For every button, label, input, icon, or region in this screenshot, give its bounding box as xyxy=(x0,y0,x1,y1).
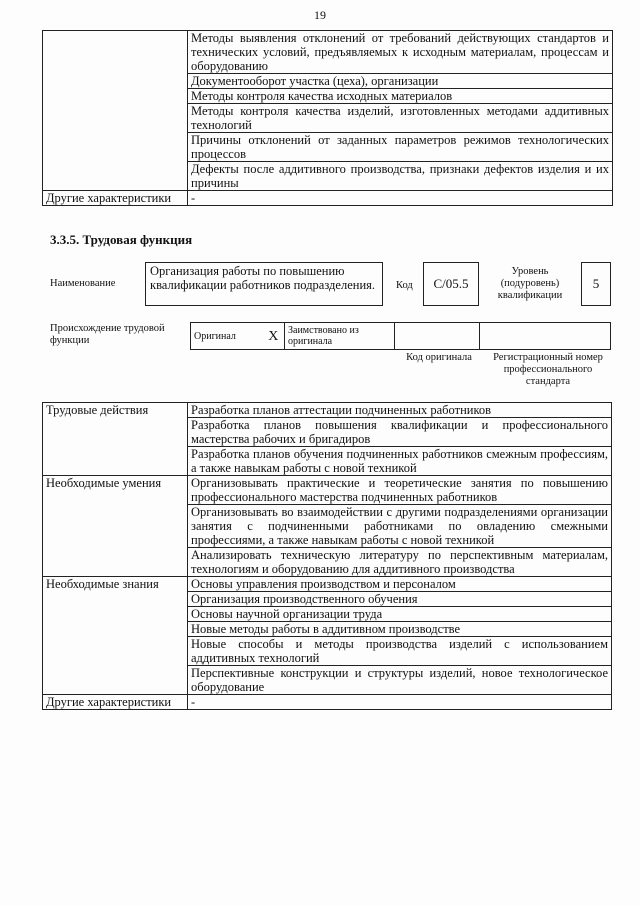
list-item: Методы контроля качества изделий, изготовленных методами аддитивных технологий xyxy=(188,104,613,133)
list-item: Методы выявления отклонений от требований действующих стандартов и технических условий, предъявляемых к исходным материалам, процессам и оборудованию xyxy=(188,31,613,74)
table-row xyxy=(43,476,612,505)
list-item: Методы контроля качества исходных материалов xyxy=(188,89,613,104)
name-label: Наименование xyxy=(50,278,116,289)
registration-number-caption: Регистрационный номер профессионального стандарта xyxy=(493,352,603,387)
list-item: Дефекты после аддитивного производства, признаки дефектов изделия и их причины xyxy=(188,162,613,191)
skills-label: Необходимые умения xyxy=(43,476,188,577)
table-row xyxy=(43,191,613,206)
empty-label-cell xyxy=(43,31,188,191)
level-label: Уровень (подуровень) квалификации xyxy=(497,266,563,301)
table-row xyxy=(43,577,612,592)
knowledge-label: Необходимые знания xyxy=(43,577,188,695)
table-row xyxy=(43,31,613,74)
list-item: Разработка планов обучения подчиненных работников смежным профессиям, а также навыкам работы с новой техникой xyxy=(188,447,612,476)
section-title: 3.3.5. Трудовая функция xyxy=(50,232,193,247)
list-item: Организация производственного обучения xyxy=(188,592,612,607)
other-characteristics-value: - xyxy=(188,695,612,710)
labor-function-table xyxy=(42,402,612,710)
list-item: Организовывать практические и теоретические занятия по повышению профессионального мастерства подчиненных работников xyxy=(188,476,612,505)
code-label: Код xyxy=(396,280,413,291)
registration-number-cell xyxy=(480,323,611,350)
other-characteristics-value: - xyxy=(188,191,613,206)
list-item: Причины отклонений от заданных параметров режимов технологических процессов xyxy=(188,133,613,162)
borrowed-label: Заимствовано из оригинала xyxy=(285,323,395,350)
other-characteristics-label: Другие характеристики xyxy=(43,695,188,710)
function-code-box: С/05.5 xyxy=(423,262,479,306)
page-number: 19 xyxy=(314,8,326,22)
level-value-box: 5 xyxy=(581,262,611,306)
list-item: Перспективные конструкции и структуры изделий, новое технологическое оборудование xyxy=(188,666,612,695)
list-item: Основы управления производством и персоналом xyxy=(188,577,612,592)
origin-label: Происхождение трудовой функции xyxy=(50,323,165,346)
table-row xyxy=(191,323,611,350)
original-label: Оригинал xyxy=(191,323,263,350)
list-item: Организовывать во взаимодействии с другими подразделениями организации занятия с подчиненными работниками по овладению смежными профессиями, а также навыкам работы с новой техникой xyxy=(188,505,612,548)
table-row xyxy=(43,695,612,710)
original-code-caption: Код оригинала xyxy=(406,352,472,363)
other-characteristics-label: Другие характеристики xyxy=(43,191,188,206)
list-item: Новые способы и методы производства изделий с использованием аддитивных технологий xyxy=(188,637,612,666)
list-item: Основы научной организации труда xyxy=(188,607,612,622)
list-item: Анализировать техническую литературу по перспективным материалам, технологиям и оборудованию для аддитивного производства xyxy=(188,548,612,577)
original-mark: X xyxy=(263,323,285,350)
function-name-box: Организация работы по повышению квалификации работников подразделения. xyxy=(145,262,383,306)
list-item: Документооборот участка (цеха), организации xyxy=(188,74,613,89)
knowledge-table-continued xyxy=(42,30,613,206)
table-row xyxy=(43,403,612,418)
original-code-cell xyxy=(395,323,480,350)
list-item: Разработка планов аттестации подчиненных работников xyxy=(188,403,612,418)
actions-label: Трудовые действия xyxy=(43,403,188,476)
origin-table xyxy=(190,322,611,350)
list-item: Новые методы работы в аддитивном производстве xyxy=(188,622,612,637)
list-item: Разработка планов повышения квалификации и профессионального мастерства рабочих и бригадиров xyxy=(188,418,612,447)
